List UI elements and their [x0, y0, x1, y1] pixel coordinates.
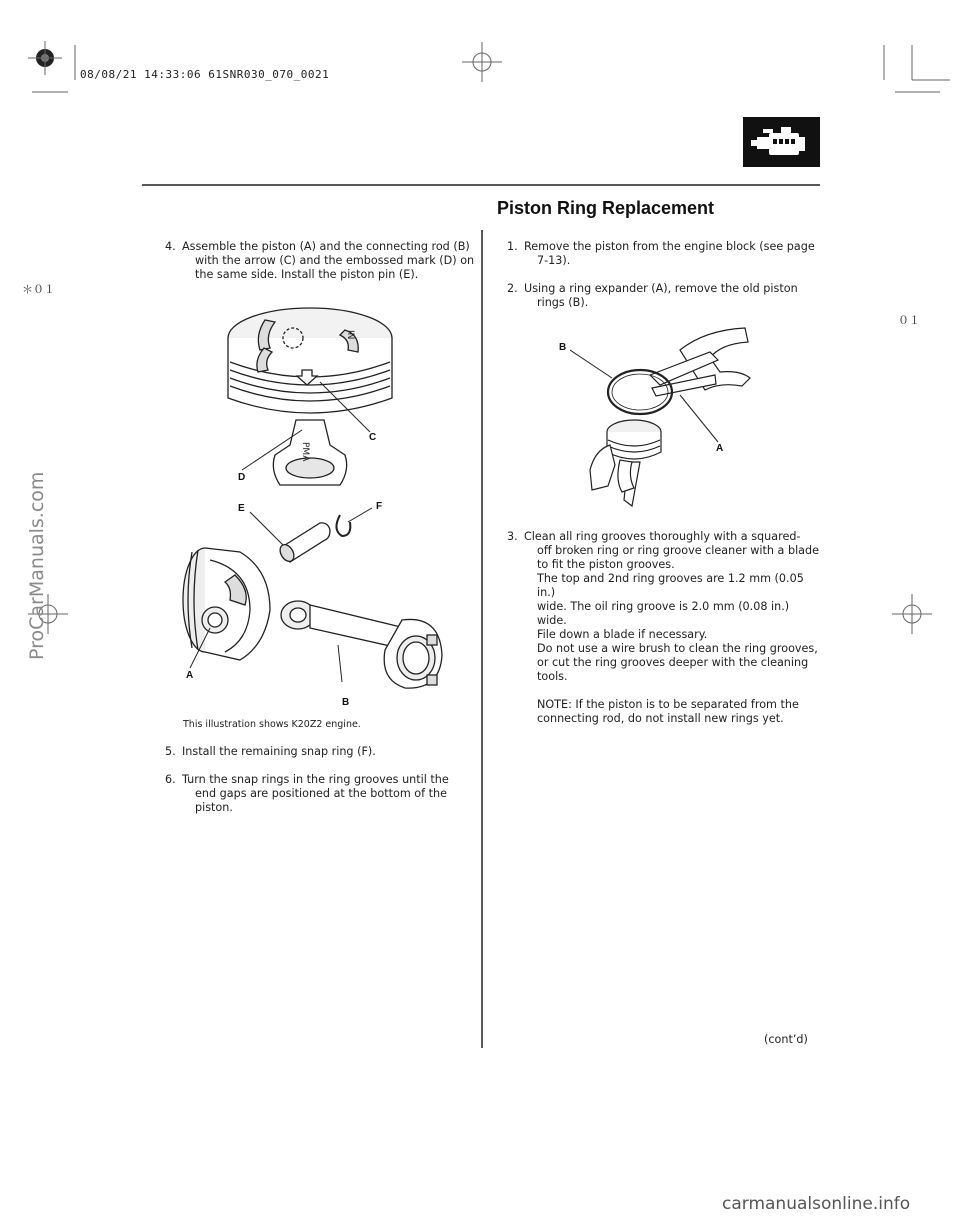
step-line: the same side. Install the piston pin (E). [195, 268, 419, 281]
continued-marker: (cont’d) [764, 1033, 808, 1046]
label-f: F [376, 501, 383, 512]
svg-text:PMA: PMA [300, 442, 310, 462]
step-line: Remove the piston from the engine block (see page [524, 240, 815, 253]
step-line: Clean all ring grooves thoroughly with a squared- [524, 530, 801, 543]
step-line: Install the remaining snap ring (F). [182, 745, 376, 758]
svg-text:IN: IN [345, 330, 355, 340]
step-line: tools. [537, 670, 568, 683]
step-line: to fit the piston grooves. [537, 558, 675, 571]
print-timestamp: 08/08/21 14:33:06 61SNR030_070_0021 [80, 68, 330, 81]
side-watermark: ProCarManuals.com [26, 471, 48, 660]
step-3 [507, 530, 822, 726]
ring-expander-illustration [570, 320, 760, 520]
step-line: Assemble the piston (A) and the connecting rod (B) [182, 240, 470, 253]
step-line: end gaps are positioned at the bottom of the piston. [195, 787, 448, 814]
step-line: or cut the ring grooves deeper with the cleaning [537, 656, 809, 669]
step-line: with the arrow (C) and the embossed mark (D) on [195, 254, 475, 267]
figure-caption: This illustration shows K20Z2 engine. [183, 719, 361, 730]
right-margin-mark: ０１ [898, 314, 920, 327]
label-b: B [559, 342, 567, 353]
label-b: B [342, 697, 350, 708]
step-number: 5. [165, 745, 176, 758]
step-number: 2. [507, 282, 518, 295]
step-1 [507, 240, 817, 268]
note-line: connecting rod, do not install new rings yet. [537, 712, 784, 725]
step-number: 4. [165, 240, 176, 253]
left-margin-mark: ＊０１ [22, 283, 55, 296]
step-6 [165, 773, 480, 815]
step-line: Do not use a wire brush to clean the ring grooves, [537, 642, 818, 655]
label-d: D [238, 472, 246, 483]
label-a: A [186, 670, 194, 681]
piston-assembly-illustration [170, 290, 470, 690]
step-4 [165, 240, 475, 282]
step-number: 3. [507, 530, 518, 543]
step-line: wide. The oil ring groove is 2.0 mm (0.08 in.) wide. [537, 600, 790, 627]
label-e: E [238, 503, 245, 514]
step-line: File down a blade if necessary. [537, 628, 708, 641]
step-line: The top and 2nd ring grooves are 1.2 mm (0.05 in.) [537, 572, 804, 599]
label-a: A [716, 443, 724, 454]
engine-section-badge [743, 117, 820, 167]
step-number: 1. [507, 240, 518, 253]
step-line: Turn the snap rings in the ring grooves until the [182, 773, 449, 786]
footer-watermark: carmanualsonline.info [722, 1194, 911, 1214]
note-line: NOTE: If the piston is to be separated from the [537, 698, 799, 711]
step-2 [507, 282, 817, 310]
step-line: off broken ring or ring groove cleaner with a blade [537, 544, 820, 557]
engine-icon [743, 117, 820, 167]
step-line: rings (B). [537, 296, 589, 309]
step-5 [165, 745, 475, 759]
step-line: 7-13). [537, 254, 571, 267]
step-number: 6. [165, 773, 176, 786]
page-title: Piston Ring Replacement [497, 198, 715, 218]
step-line: Using a ring expander (A), remove the old piston [524, 282, 798, 295]
label-c: C [369, 432, 377, 443]
